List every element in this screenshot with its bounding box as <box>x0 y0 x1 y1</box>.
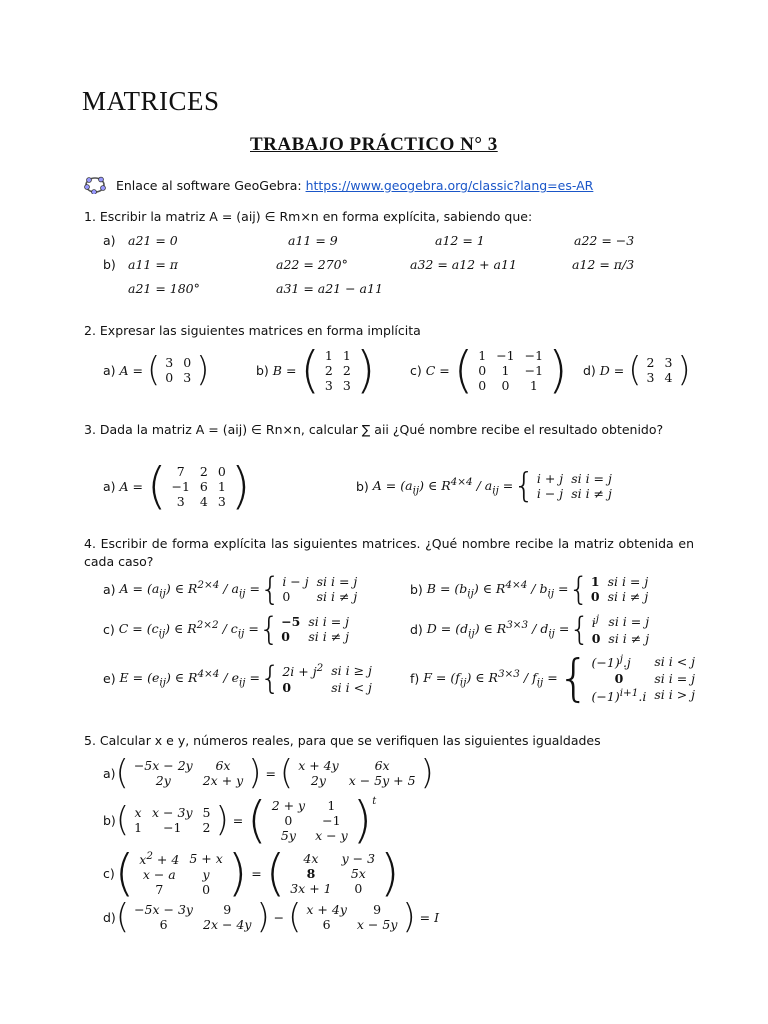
ex1-a-item: a12 = 1 <box>435 233 485 248</box>
worksheet-subtitle: TRABAJO PRÁCTICO N° 3 <box>250 134 498 155</box>
ex1-b-item: a12 = π/3 <box>572 257 635 272</box>
ex1-b-item: a11 = π <box>128 257 178 272</box>
ex1-b-item: a32 = a12 + a11 <box>410 257 517 272</box>
ex1-b-item: a22 = 270° <box>276 257 348 272</box>
ex1-a-item: a11 = 9 <box>288 233 338 248</box>
link-prefix: Enlace al software GeoGebra: <box>115 178 306 193</box>
ex1-b-label: b) <box>103 257 116 272</box>
ex1-b-item: a31 = a21 − a11 <box>276 281 383 296</box>
geogebra-url-link[interactable]: https://www.geogebra.org/classic?lang=es-AR <box>305 178 594 193</box>
ex3-matrix-a: a) A = ( 7 2 0 −1 6 1 3 4 3 ) <box>103 457 251 515</box>
exercise-2-text: 2. Expresar las siguientes matrices en forma implícita <box>84 323 421 338</box>
ex1-a-label: a) <box>103 233 116 248</box>
ex5-equation-d: d) ( −5x − 3y 9 6 2x − 4y ) − ( x + 4y 9 6 x − 5y ) = I <box>103 897 440 937</box>
geogebra-link-row <box>84 176 593 197</box>
ex4-matrix-b: b) $B = (b_{ij})$ ∈ $R^{4\times 4} / b_{ij}$ = { 1 si i = j 0 si i ≠ j <box>410 570 649 608</box>
ex2-matrix-c: c) C = ( 1 −1 −1 0 1 −1 0 0 1 ) <box>410 341 568 399</box>
ex5-equation-c: c) ( $x^2 + 4$ 5 + x x − a y 7 0 ) = ( 4x y − 3 8 5x 3x + 1 0 ) <box>103 844 400 902</box>
ex2-matrix-a: a) A = ( 3 0 0 3 ) <box>103 350 210 390</box>
ex4-matrix-a: a) $A = (a_{ij})$ ∈ $R^{2\times 4} / a_{ij}$ = { i − j si i = j 0 si i ≠ j <box>103 570 358 608</box>
ex5-equation-b: b) ( x x − 3y 5 1 −1 2 ) = ( 2 + y 1 0 −1 5y x − y ) t <box>103 791 377 849</box>
ex2-matrix-b: b) B = ( 1 1 2 2 3 3 ) <box>256 341 376 399</box>
exercise-1-text: 1. Escribir la matriz A = (aij) ∈ Rm×n en forma explícita, sabiendo que: <box>84 209 533 224</box>
exercise-5-text: 5. Calcular x e y, números reales, para que se verifiquen las siguientes igualdades <box>84 733 601 748</box>
ex2-matrix-d: d) D = ( 2 3 3 4 ) <box>583 350 691 390</box>
ex1-a-item: a21 = 0 <box>128 233 178 248</box>
page-title: MATRICES <box>82 86 220 116</box>
ex4-matrix-f: f) $F = (f_{ij})$ ∈ $R^{3\times 3} / f_{ij}$ = { $(-1)^j.j$ si i < j 0 si i = j $(-1)^{i+1}.i$ si i > j <box>410 649 696 707</box>
ex3-matrix-b: b) $A = (a_{ij})$ ∈ $R^{4\times 4} / a_{ij}$ = { i + j si i = j i − j si i ≠ j <box>356 466 612 506</box>
ex5-equation-a: a) ( −5x − 2y 6x 2y 2x + y ) = ( x + 4y 6x 2y x − 5y + 5 ) <box>103 753 434 793</box>
ex4-matrix-e: e) $E = (e_{ij})$ ∈ $R^{4\times 4} / e_{ij}$ = { $2i + j^2$ si i ≥ j 0 si i < j <box>103 659 372 697</box>
ex4-matrix-c: c) $C = (c_{ij})$ ∈ $R^{2\times 2} / c_{ij}$ = { −5 si i = j 0 si i ≠ j <box>103 610 350 648</box>
exercise-4-text: 4. Escribir de forma explícita las siguientes matrices. ¿Qué nombre recibe la matriz obtenida en cada caso? <box>84 536 694 569</box>
exercise-3-text: 3. Dada la matriz A = (aij) ∈ Rn×n, calcular ∑ aii ¿Qué nombre recibe el resultado obtenido? <box>84 422 664 437</box>
ex4-matrix-d: d) $D = (d_{ij})$ ∈ $R^{3\times 3} / d_{ij}$ = { $i^j$ si i = j 0 si i ≠ j <box>410 610 650 648</box>
geogebra-icon <box>84 176 106 197</box>
ex1-a-item: a22 = −3 <box>574 233 635 248</box>
ex1-b-item: a21 = 180° <box>128 281 200 296</box>
